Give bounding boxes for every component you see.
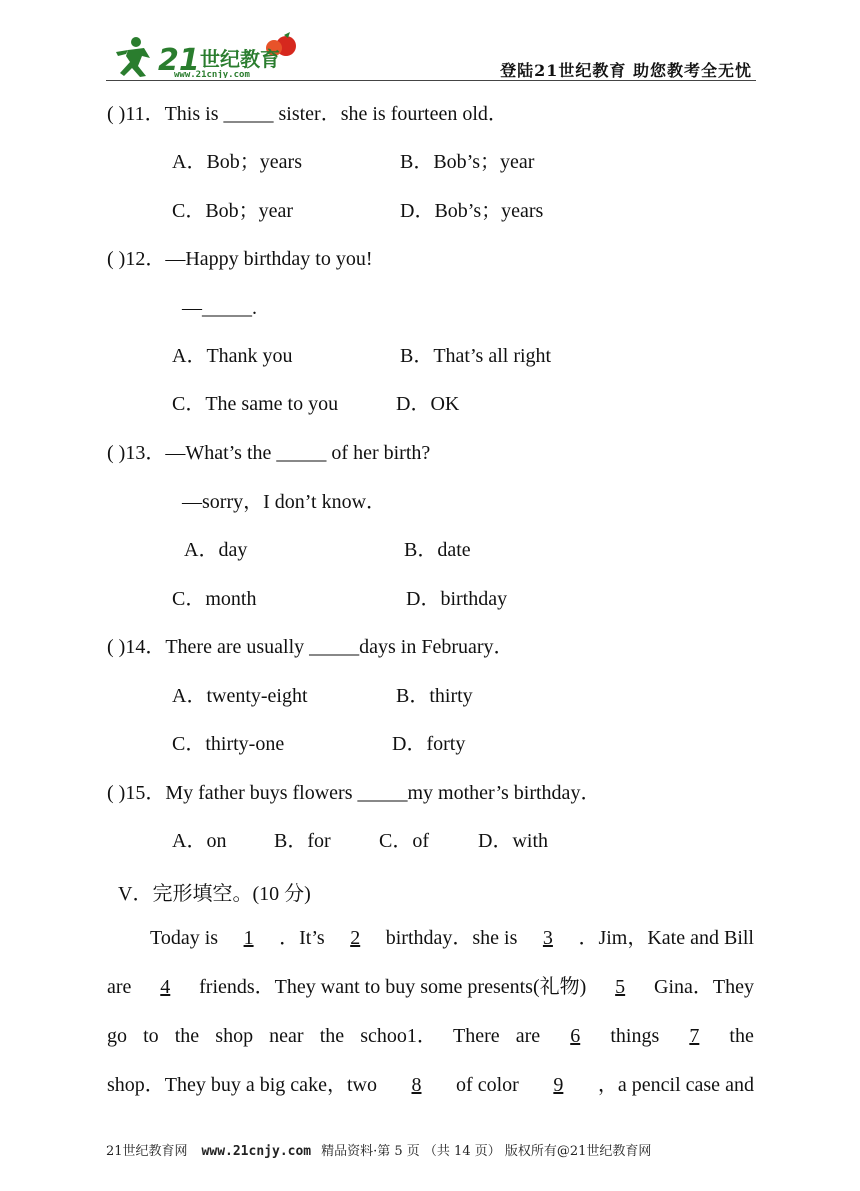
cloze-blank-7: 7 [689, 1025, 700, 1047]
q12-option-c: C．The same to you [172, 393, 339, 415]
passage-text: ，a pencil case and [597, 1074, 754, 1096]
passage-line-1 [107, 926, 754, 950]
q12-reply: —_____. [182, 297, 257, 319]
footer-url[interactable]: www.21cnjy.com [201, 1144, 312, 1159]
passage-word: There [452, 1025, 500, 1047]
q13-reply: —sorry，I don’t know． [182, 491, 387, 513]
passage-word: the [174, 1025, 200, 1047]
q12-option-d: D．OK [396, 393, 460, 415]
passage-text: ．Jim，Kate and Bill [578, 927, 754, 949]
header-slogan: 登陆21世纪教育 助您教考全无忧 [500, 61, 752, 80]
q15-option-a: A．on [172, 830, 227, 852]
passage-word: to [143, 1025, 159, 1047]
q12-option-a: A．Thank you [172, 345, 293, 367]
passage-text: ．It’s [279, 927, 325, 949]
passage-line-2 [107, 975, 754, 999]
cloze-blank-2: 2 [350, 927, 361, 949]
q11-option-b: B．Bob’s；year [400, 151, 535, 173]
section-title: V．完形填空。(10 分) [118, 883, 311, 905]
passage-text: Today is [150, 927, 219, 949]
page-header [106, 32, 756, 82]
passage-word: the [729, 1025, 754, 1047]
question-12: ( )12．—Happy birthday to you! [107, 248, 373, 270]
question-14: ( )14．There are usually _____days in February． [107, 636, 514, 658]
cloze-blank-4: 4 [160, 976, 171, 998]
passage-word: shop [215, 1025, 254, 1047]
q14-option-a: A．twenty-eight [172, 685, 308, 707]
passage-word: are [515, 1025, 541, 1047]
footer-info: 精品资料·第 5 页 （共 14 页） 版权所有@21世纪教育网 [321, 1144, 652, 1159]
logo-number: 21 [158, 43, 200, 78]
q11-option-a: A．Bob；years [172, 151, 302, 173]
q14-option-d: D．forty [392, 733, 466, 755]
passage-word: schoo1． [360, 1025, 437, 1047]
question-13: ( )13．—What’s the _____ of her birth? [107, 442, 431, 464]
q13-option-c: C．month [172, 588, 257, 610]
cloze-blank-8: 8 [411, 1074, 422, 1096]
header-divider [106, 80, 756, 81]
cloze-blank-1: 1 [243, 927, 254, 949]
q11-option-c: C．Bob；year [172, 200, 294, 222]
q13-option-d: D．birthday [406, 588, 508, 610]
cloze-blank-3: 3 [542, 927, 553, 949]
site-logo [114, 32, 314, 78]
passage-text: shop．They buy a big cake，two [107, 1074, 377, 1096]
logo-url: www.21cnjy.com [174, 70, 250, 78]
passage-text: Gina．They [654, 976, 754, 998]
passage-text: friends．They want to buy some presents(礼物) [199, 976, 587, 998]
passage-line-3 [107, 1024, 754, 1048]
cloze-blank-6: 6 [570, 1025, 581, 1047]
question-15: ( )15．My father buys flowers _____my mother’s birthday． [107, 782, 601, 804]
cloze-blank-5: 5 [615, 976, 626, 998]
passage-line-4 [107, 1073, 754, 1097]
passage-word: near [269, 1025, 304, 1047]
q12-option-b: B．That’s all right [400, 345, 552, 367]
q15-option-c: C．of [379, 830, 429, 852]
passage-text: birthday．she is [385, 927, 518, 949]
q13-option-a: A．day [184, 539, 248, 561]
q14-option-c: C．thirty-one [172, 733, 285, 755]
footer-site: 21世纪教育网 [106, 1144, 188, 1159]
q15-option-d: D．with [478, 830, 548, 852]
q14-option-b: B．thirty [396, 685, 473, 707]
passage-text: are [107, 976, 132, 998]
passage-word: things [610, 1025, 660, 1047]
passage-word: go [107, 1025, 127, 1047]
page-footer [106, 1140, 651, 1159]
cloze-blank-9: 9 [553, 1074, 564, 1096]
q13-option-b: B．date [404, 539, 471, 561]
passage-text: of color [456, 1074, 519, 1096]
question-11: ( )11．This is _____ sister．she is fourteen old． [107, 103, 508, 125]
q11-option-d: D．Bob’s；years [400, 200, 544, 222]
passage-word: the [319, 1025, 345, 1047]
logo-text: 世纪教育 [200, 47, 280, 71]
q15-option-b: B．for [274, 830, 331, 852]
